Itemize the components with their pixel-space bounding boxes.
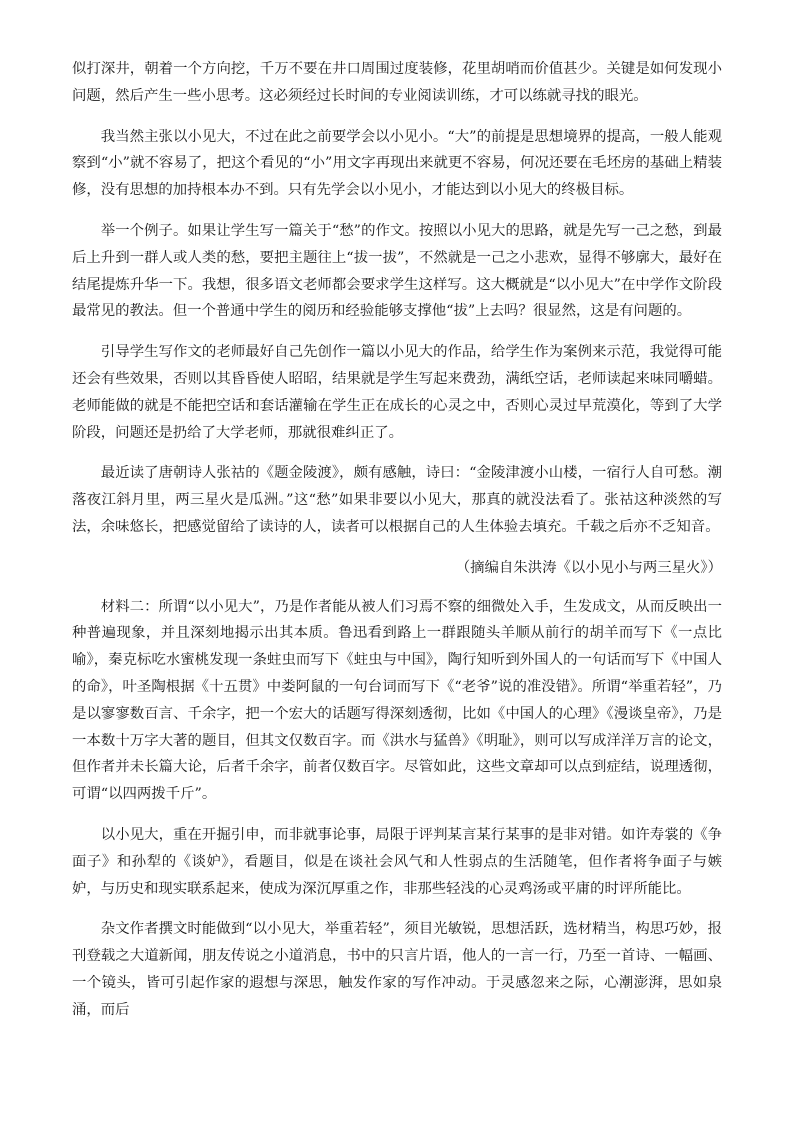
document-page [72,56,722,1038]
material-two-paragraph: 杂文作者撰文时能做到“以小见大，举重若轻”，须目光敏锐，思想活跃，选材精当，构思巧妙，报刊登载之大道新闻，朋友传说之小道消息，书中的只言片语，他人的一言一行，乃至一首诗、一幅画、一个镜头，皆可引起作家的遐想与深思，触发作家的写作冲动。于灵感忽来之际，心潮澎湃，思如泉涌，而后 [72,921,722,1018]
paragraph: 最近读了唐朝诗人张祜的《题金陵渡》，颇有感触，诗曰：“金陵津渡小山楼，一宿行人自可愁。潮落夜江斜月里，两三星火是瓜洲。”这“愁”如果非要以小见大，那真的就没法看了。张祜这种淡然的写法，余味悠长，把感觉留给了读诗的人，读者可以根据自己的人生体验去填充。千载之后亦不乏知音。 [72,465,722,535]
material-two-paragraph: 材料二：所谓“以小见大”，乃是作者能从被人们习焉不察的细微处入手，生发成文，从而反映出一种普遍现象，并且深刻地揭示出其本质。鲁迅看到路上一群跟随头羊顺从前行的胡羊而写下《一点比喻》，秦克标吃水蜜桃发现一条蛀虫而写下《蛀虫与中国》，陶行知听到外国人的一句话而写下《中国人的命》，叶圣陶根据《十五贯》中娄阿鼠的一句台词而写下《“老爷”说的准没错》。所谓“举重若轻”，乃是以寥寥数百言、千余字，把一个宏大的话题写得深刻透彻，比如《中国人的心理》《漫谈皇帝》，乃是一本数十万字大著的题目，但其文仅数百字。而《洪水与猛兽》《明耻》，则可以写成洋洋万言的论文，但作者并未长篇大论，后者千余字，前者仅数百字。尽管如此，这些文章却可以点到症结，说理透彻，可谓“以四两拨千斤”。 [72,598,722,803]
paragraph: 我当然主张以小见大，不过在此之前要学会以小见小。“大”的前提是思想境界的提高，一般人能观察到“小”就不容易了，把这个看见的“小”用文字再现出来就更不容易，何况还要在毛坯房的基础上精装修，没有思想的加持根本办不到。只有先学会以小见小，才能达到以小见大的终极目标。 [72,128,722,199]
paragraph: 引导学生写作文的老师最好自己先创作一篇以小见大的作品，给学生作为案例来示范，我觉得可能还会有些效果，否则以其昏昏使人昭昭，结果就是学生写起来费劲，满纸空话，老师读起来味同嚼蜡。老师能做的就是不能把空话和套话灌输在学生正在成长的心灵之中，否则心灵过早荒漠化，等到了大学阶段，问题还是扔给了大学老师，那就很难纠正了。 [72,344,722,441]
paragraph-continuation: 似打深井，朝着一个方向挖，千万不要在井口周围过度装修，花里胡哨而价值甚少。关键是如何发现小问题，然后产生一些小思考。这必须经过长时间的专业阅读训练，才可以练就寻找的眼光。 [72,61,722,104]
material-two-paragraph: 以小见大，重在开掘引申，而非就事论事，局限于评判某言某行某事的是非对错。如许寿裳的《争面子》和孙犁的《谈妒》，看题目，似是在谈社会风气和人性弱点的生活随笔，但作者将争面子与嫉妒，与历史和现实联系起来，使成为深沉厚重之作，非那些轻浅的心灵鸡汤或平庸的时评所能比。 [72,826,722,897]
source-citation: （摘编自朱洪涛《以小见小与两三星火》） [455,559,722,576]
paragraph: 举一个例子。如果让学生写一篇关于“愁”的作文。按照以小见大的思路，就是先写一己之愁，到最后上升到一群人或人类的愁，要把主题往上“拔一拔”，不然就是一己之小悲欢，显得不够廓大，最好在结尾提炼升华一下。我想，很多语文老师都会要求学生这样写。这大概就是“以小见大”在中学作文阶段最常见的教法。但一个普通中学生的阅历和经验能够支撑他“拔”上去吗？很显然，这是有问题的。 [72,222,722,320]
